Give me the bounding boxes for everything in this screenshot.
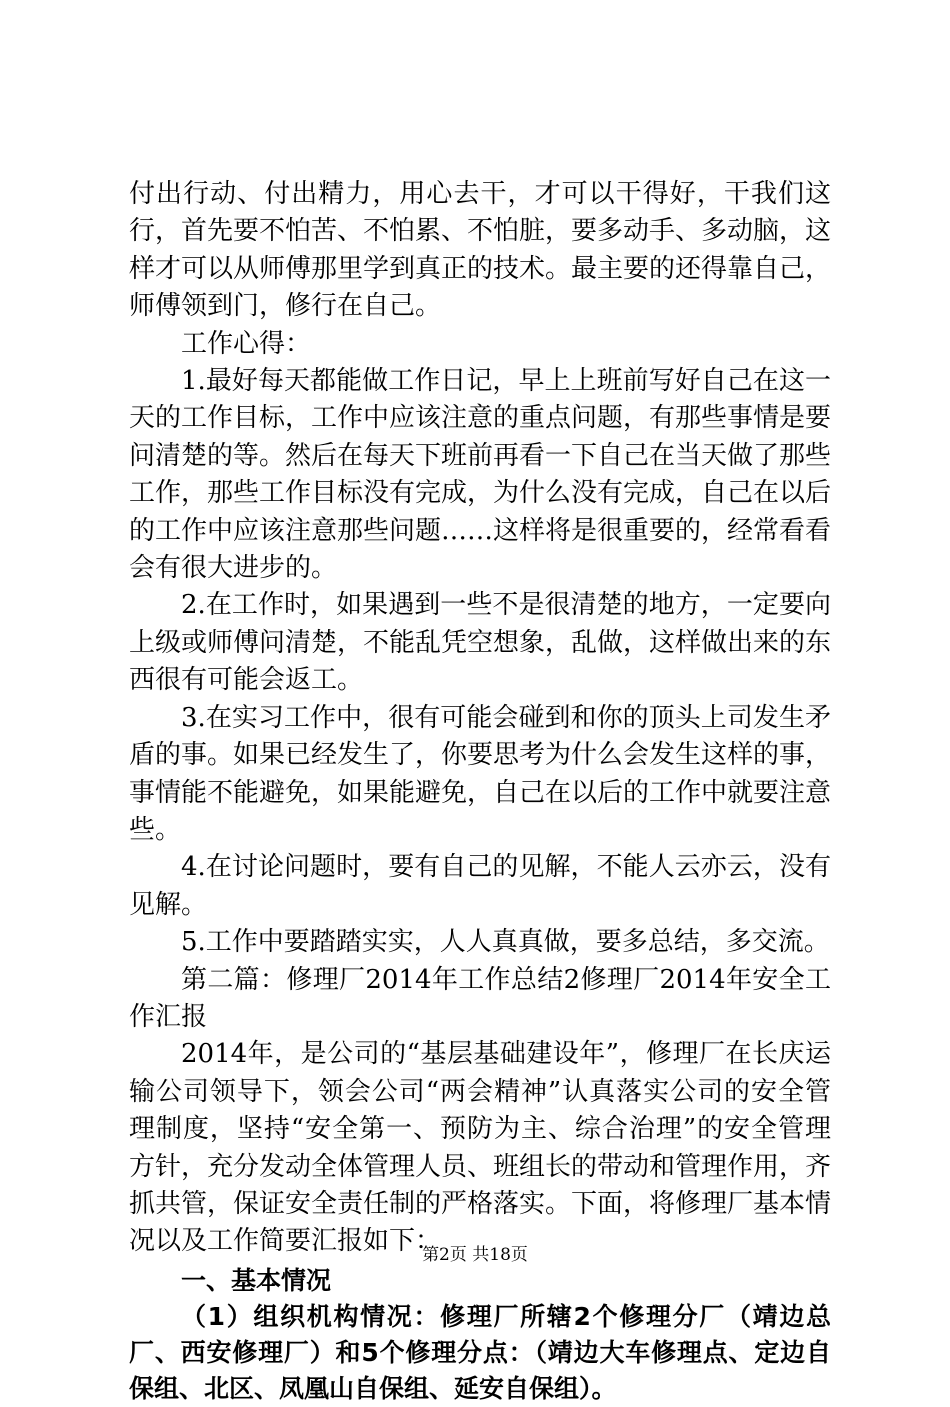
insight-item-5: 5.工作中要踏踏实实，人人真真做，要多总结，多交流。 xyxy=(181,927,830,958)
insight-item-4: 4.在讨论问题时，要有自己的见解，不能人云亦云，没有见解。 xyxy=(129,852,831,920)
document-body xyxy=(129,176,831,1407)
insight-item-2: 2.在工作时，如果遇到一些不是很清楚的地方，一定要向上级或师傅问清楚，不能乱凭空想象，乱做，这样做出来的东西很有可能会返工。 xyxy=(129,590,832,696)
section-heading-basic-info: 一、基本情况 xyxy=(181,1265,332,1295)
org-structure-paragraph: （1）组织机构情况：修理厂所辖2个修理分厂（靖边总厂、西安修理厂）和5个修理分点：（靖边大车修理点、定边自保组、北区、凤凰山自保组、延安自保组）。 xyxy=(129,1301,831,1403)
paragraph-intro: 付出行动、付出精力，用心去干，才可以干得好，干我们这行，首先要不怕苦、不怕累、不怕脏，要多动手、多动脑，这样才可以从师傅那里学到真正的技术。最主要的还得靠自己，师傅领到门，修行在自己。 xyxy=(129,179,832,322)
insight-item-1: 1.最好每天都能做工作日记，早上上班前写好自己在这一天的工作目标，工作中应该注意的重点问题，有那些事情是要问清楚的等。然后在每天下班前再看一下自己在当天做了那些工作，那些工作目标没有完成，为什么没有完成，自己在以后的工作中应该注意那些问题……这样将是很重要的，经常看看会有很大进步的。 xyxy=(129,366,832,584)
page-footer: 第2页 共18页 xyxy=(422,1245,528,1265)
work-insights-heading: 工作心得： xyxy=(181,328,312,359)
report-intro-paragraph: 2014年，是公司的“基层基础建设年”，修理厂在长庆运输公司领导下，领会公司“两会精神”认真落实公司的安全管理制度，坚持“安全第一、预防为主、综合治理”的安全管理方针，充分发动全体管理人员、班组长的带动和管理作用，齐抓共管，保证安全责任制的严格落实。下面，将修理厂基本情况以及工作简要汇报如下： xyxy=(129,1039,832,1257)
insight-item-3: 3.在实习工作中，很有可能会碰到和你的顶头上司发生矛盾的事。如果已经发生了，你要思考为什么会发生这样的事，事情能不能避免，如果能避免，自己在以后的工作中就要注意些。 xyxy=(129,702,832,845)
chapter-title: 第二篇：修理厂2014年工作总结2修理厂2014年安全工作汇报 xyxy=(129,964,831,1032)
